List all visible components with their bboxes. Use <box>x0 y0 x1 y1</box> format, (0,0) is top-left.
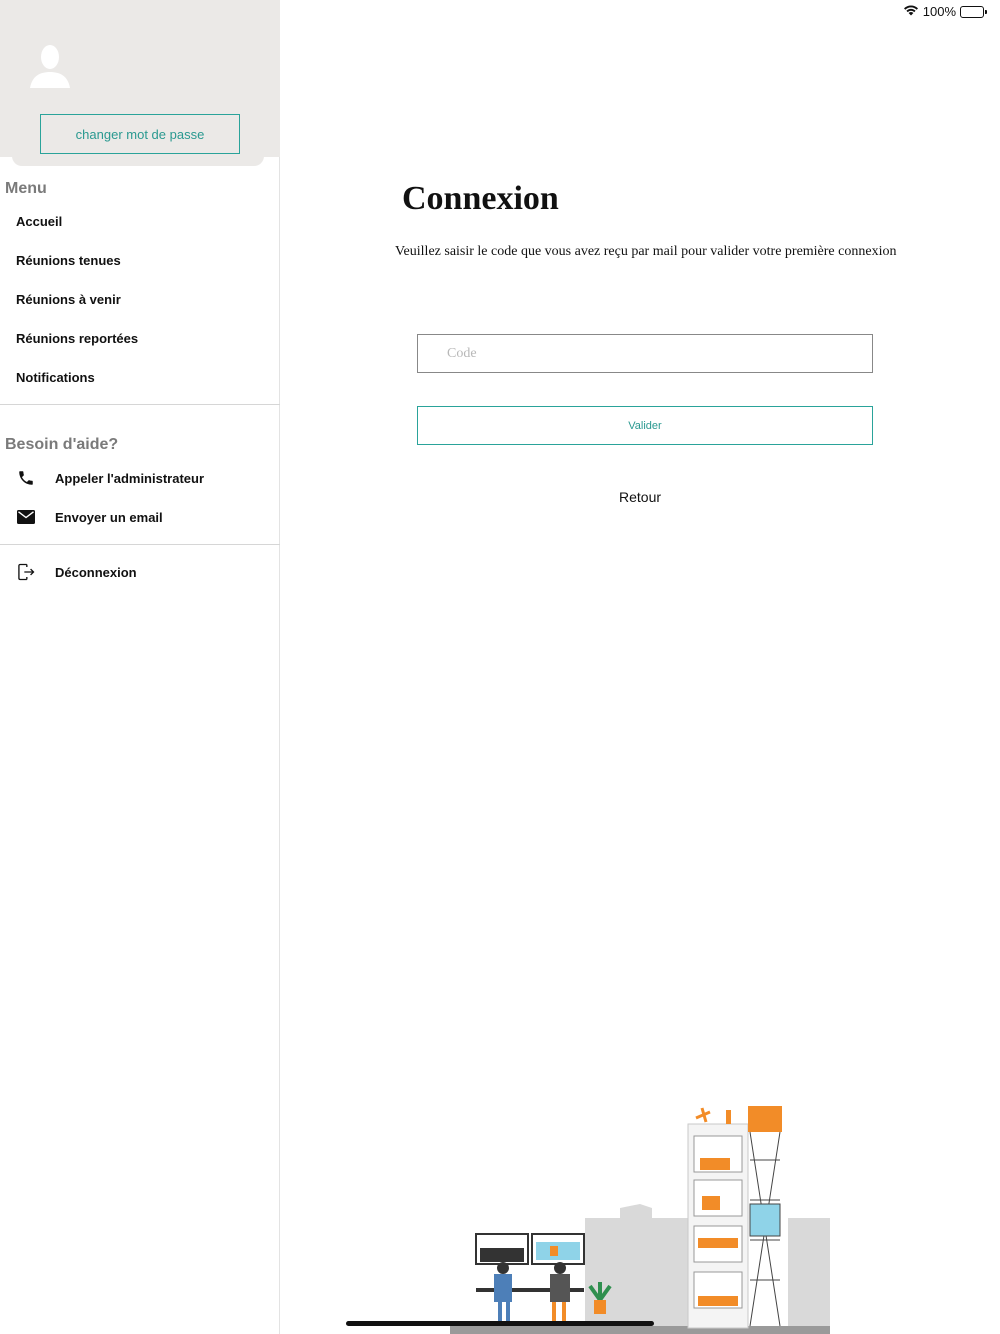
code-input[interactable] <box>417 334 873 373</box>
sidebar-item-accueil[interactable]: Accueil <box>16 214 63 229</box>
send-email-item[interactable] <box>16 507 163 527</box>
office-illustration <box>440 1100 840 1334</box>
battery-icon <box>960 6 984 18</box>
call-admin-item[interactable] <box>16 468 204 488</box>
menu-title: Menu <box>5 180 47 197</box>
divider <box>0 544 280 545</box>
sidebar-item-reunions-a-venir[interactable]: Réunions à venir <box>16 292 121 307</box>
submit-button[interactable]: Valider <box>417 406 873 445</box>
mail-icon <box>16 507 36 527</box>
divider <box>0 404 280 405</box>
sidebar-item-notifications[interactable]: Notifications <box>16 370 95 385</box>
sidebar-item-reunions-tenues[interactable]: Réunions tenues <box>16 253 121 268</box>
wifi-icon <box>903 4 919 19</box>
logout-icon <box>16 562 36 582</box>
send-email-label: Envoyer un email <box>55 509 163 525</box>
change-password-button[interactable]: changer mot de passe <box>40 114 240 154</box>
page-subtitle: Veuillez saisir le code que vous avez reçu par mail pour valider votre première connexion <box>395 244 897 259</box>
logout-item[interactable] <box>16 562 137 582</box>
back-link[interactable]: Retour <box>619 489 662 505</box>
avatar-icon <box>28 42 72 90</box>
page-title: Connexion <box>402 180 559 217</box>
home-indicator[interactable] <box>346 1321 654 1326</box>
phone-icon <box>16 468 36 488</box>
logout-label: Déconnexion <box>55 564 137 580</box>
call-admin-label: Appeler l'administrateur <box>55 470 205 486</box>
sidebar <box>0 0 280 1334</box>
status-bar-right <box>903 4 984 19</box>
sidebar-item-reunions-reportees[interactable]: Réunions reportées <box>16 331 139 346</box>
help-title: Besoin d'aide? <box>5 436 119 453</box>
battery-percent: 100% <box>922 4 956 19</box>
